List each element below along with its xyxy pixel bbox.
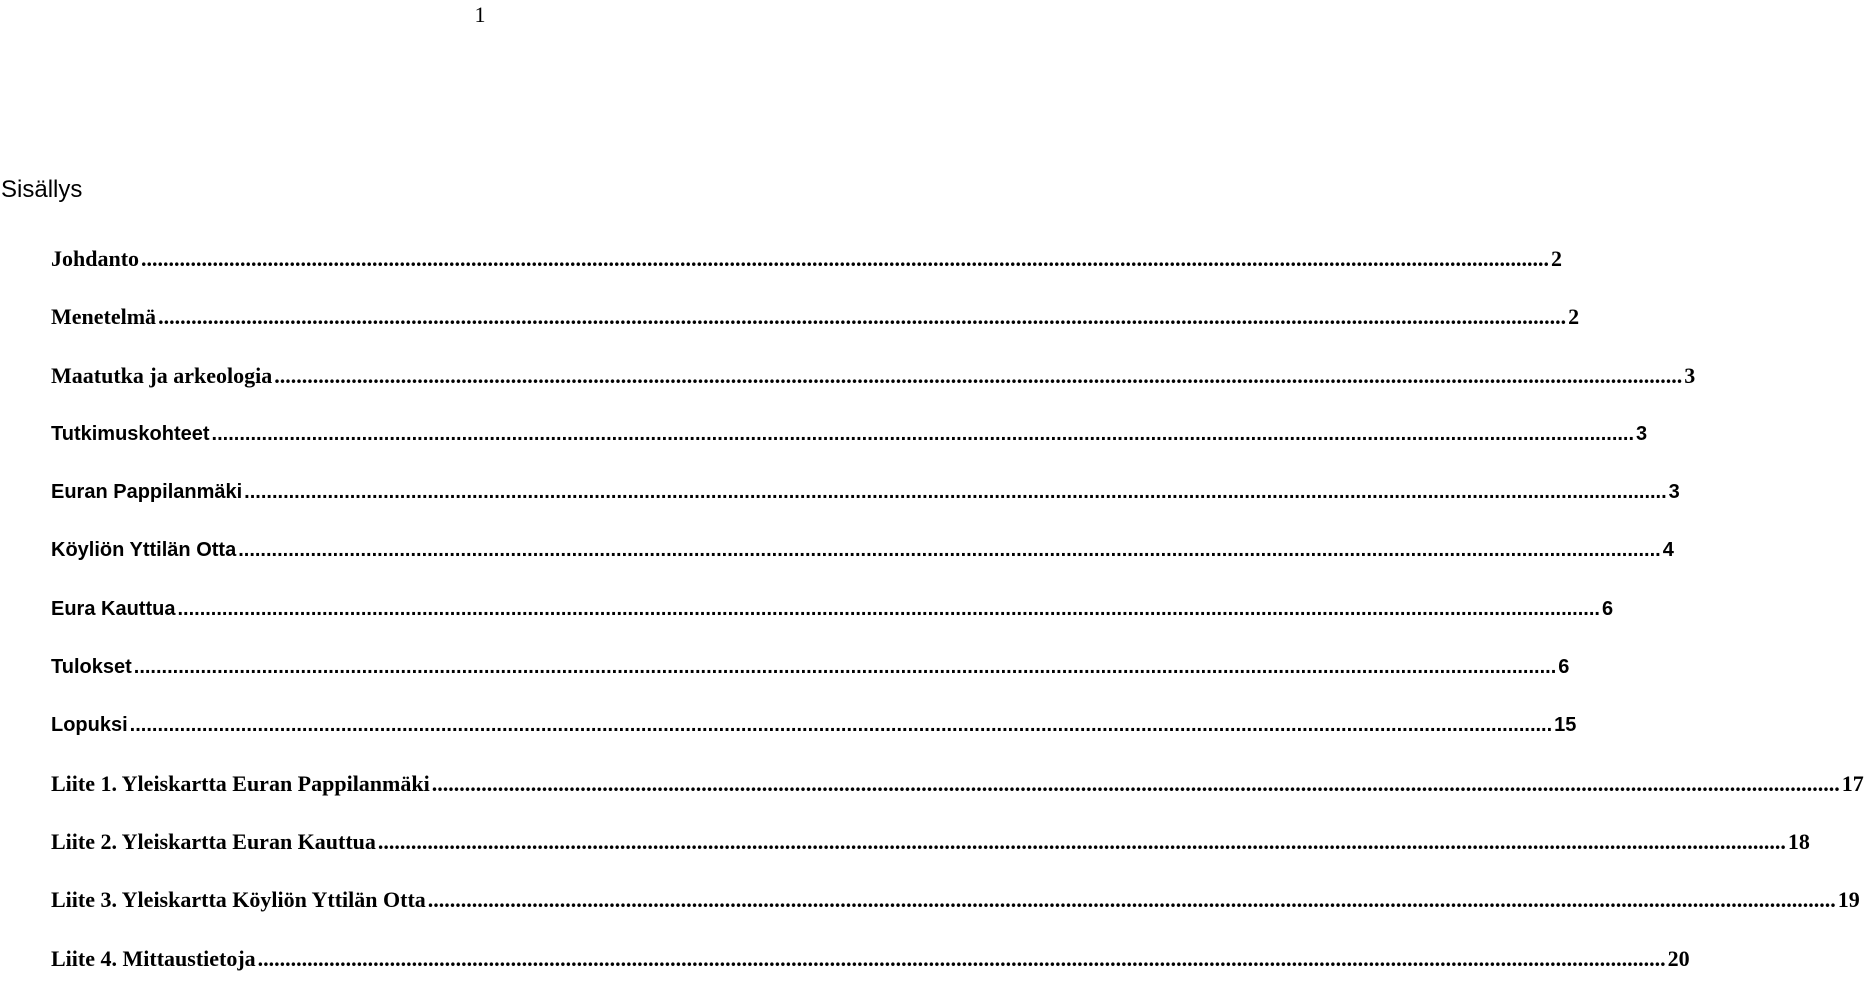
- toc-entry[interactable]: [51, 707, 1577, 765]
- toc-entry[interactable]: [51, 416, 1648, 474]
- toc-entry-label: Liite 2. Yleiskartta Euran Kauttua: [51, 828, 376, 854]
- toc-entry-label: Tutkimuskohteet: [51, 422, 210, 445]
- toc-entry[interactable]: [51, 941, 1690, 999]
- toc-entry[interactable]: [51, 241, 1563, 299]
- toc-entry-label: Köyliön Yttilän Otta: [51, 539, 237, 562]
- toc-dot-leader: [238, 532, 1661, 568]
- toc-entry-page: 6: [1558, 656, 1570, 679]
- toc-entry-label: Eura Kauttua: [51, 597, 176, 620]
- toc-entry-label: Lopuksi: [51, 714, 128, 737]
- toc-entry-page: 3: [1684, 362, 1696, 388]
- toc-entry-page: 3: [1668, 481, 1680, 504]
- toc-dot-leader: [258, 941, 1666, 977]
- toc-entry-label: Liite 3. Yleiskartta Köyliön Yttilän Otta: [51, 887, 426, 913]
- toc-entry-label: Menetelmä: [51, 304, 157, 330]
- toc-entry-page: 18: [1787, 828, 1810, 854]
- toc-dot-leader: [432, 766, 1840, 802]
- toc-dot-leader: [141, 241, 1549, 277]
- page-number: 1: [474, 2, 486, 27]
- toc-entry-label: Maatutka ja arkeologia: [51, 362, 273, 388]
- toc-dot-leader: [244, 474, 1667, 510]
- toc-entry[interactable]: [51, 824, 1810, 882]
- toc-entry-page: 2: [1551, 246, 1563, 271]
- toc-dot-leader: [428, 882, 1836, 918]
- toc-entry-label: Liite 4. Mittaustietoja: [51, 945, 256, 971]
- toc-dot-leader: [378, 824, 1786, 860]
- toc-entry[interactable]: [51, 766, 1864, 824]
- toc-entry-page: 2: [1568, 304, 1580, 330]
- toc-entry-label: Tulokset: [51, 656, 132, 679]
- toc-entry[interactable]: [51, 591, 1614, 649]
- toc-entry[interactable]: [51, 299, 1580, 357]
- toc-entry-label: Euran Pappilanmäki: [51, 481, 243, 504]
- toc-dot-leader: [177, 591, 1600, 627]
- toc-entry-page: 17: [1841, 770, 1864, 796]
- toc-entry[interactable]: [51, 532, 1674, 590]
- toc-entry-page: 20: [1667, 945, 1690, 971]
- toc-entry[interactable]: [51, 882, 1860, 940]
- toc-entry-page: 19: [1837, 887, 1860, 913]
- toc-dot-leader: [134, 649, 1557, 685]
- toc-entry-label: Johdanto: [51, 246, 140, 271]
- toc-title: Sisällys: [1, 176, 83, 203]
- toc-entry-label: Liite 1. Yleiskartta Euran Pappilanmäki: [51, 770, 430, 796]
- toc-dot-leader: [274, 358, 1682, 394]
- toc-entry-page: 3: [1636, 422, 1648, 445]
- toc-entry-page: 6: [1601, 597, 1614, 620]
- table-of-contents: [51, 241, 1864, 999]
- toc-entry-page: 4: [1662, 539, 1674, 562]
- toc-dot-leader: [158, 299, 1566, 335]
- toc-entry[interactable]: [51, 649, 1570, 707]
- toc-dot-leader: [130, 707, 1553, 743]
- toc-entry-page: 15: [1554, 714, 1577, 737]
- toc-entry[interactable]: [51, 358, 1696, 416]
- toc-entry[interactable]: [51, 474, 1680, 532]
- toc-dot-leader: [212, 416, 1635, 452]
